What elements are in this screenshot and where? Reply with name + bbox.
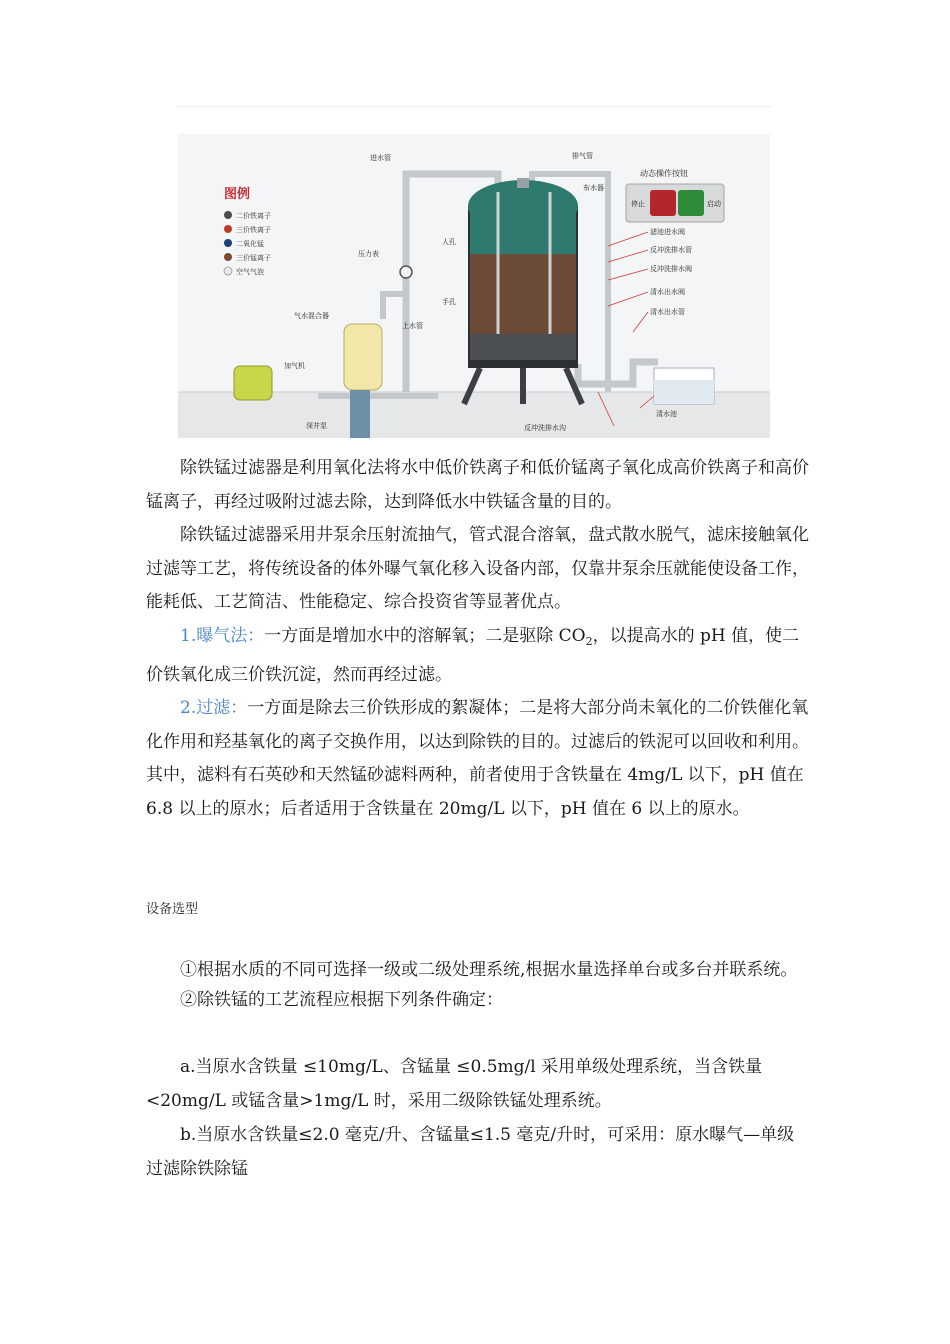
legend-item-2: 三价铁离子 (236, 226, 271, 234)
label-inlet-pipe: 进水管 (370, 154, 391, 162)
outlet-pipe-line (578, 362, 658, 384)
condition-b: b.当原水含铁量≤2.0 毫克/升、含锰量≤1.5 毫克/升时，可采用：原水曝气—单级过滤除铁除锰 (146, 1125, 795, 1179)
label-exhaust-pipe: 排气管 (572, 152, 593, 160)
label-distributor: 布水器 (583, 184, 604, 192)
stop-button (650, 190, 676, 216)
legend-item-1: 二价铁离子 (236, 212, 271, 220)
section-title: 设备选型 (146, 902, 199, 917)
label-backwash-drain-pipe: 反冲洗排水管 (650, 246, 692, 254)
aeration-heading: 1.曝气法： (180, 625, 265, 646)
paragraph-4 (146, 692, 810, 826)
well-pump-body (350, 390, 370, 438)
selection-item-1: ①根据水质的不同可选择一级或二级处理系统,根据水量选择单台或多台并联系统。 (180, 960, 798, 980)
panel-title: 动态操作按钮 (640, 169, 688, 178)
selection-conditions (146, 1050, 810, 1186)
paragraph-2: 除铁锰过滤器采用井泵余压射流抽气，管式混合溶氧，盘式散水脱气，滤床接触氧化过滤等工艺，将传统设备的体外曝气氧化移入设备内部，仅靠井泵余压就能使设备工作，能耗低、工艺简洁、性能稳定、综合投资省等显著优点。 (146, 525, 809, 613)
legend-item-4: 三价锰离子 (236, 254, 271, 262)
aeration-text-a: 一方面是增加水中的溶解氧；二是驱除 CO (264, 625, 586, 646)
selection-list (146, 958, 810, 1012)
paragraph-1: 除铁锰过滤器是利用氧化法将水中低价铁离子和低价锰离子氧化成高价铁离子和高价锰离子，再经过吸附过滤去除，达到降低水中铁锰含量的目的。 (146, 458, 809, 512)
mixer-tank (344, 324, 382, 390)
legend-dot-2 (224, 225, 232, 233)
label-backwash-ditch: 反冲洗排水沟 (524, 424, 566, 432)
co2-subscript: 2 (585, 634, 593, 648)
stop-label: 停止 (631, 200, 645, 208)
label-filter-inlet-valve: 滤池进水阀 (650, 228, 685, 236)
label-manhole-side: 手孔 (442, 298, 456, 306)
legend-dot-3 (224, 239, 232, 247)
legend-dot-1 (224, 211, 232, 219)
legend-item-5: 空气气泡 (236, 268, 264, 276)
filter-diagram (178, 134, 770, 438)
selection-item-2: ②除铁锰的工艺流程应根据下列条件确定： (180, 990, 503, 1010)
filtration-heading: 2.过滤： (180, 698, 248, 719)
top-rule (178, 106, 772, 107)
filter-diagram-svg (178, 134, 770, 438)
label-well-pump: 深井泵 (306, 422, 327, 430)
label-manhole-top: 人孔 (442, 238, 456, 246)
legend-item-3: 二氧化锰 (236, 240, 264, 248)
legend-title: 图例 (224, 187, 251, 202)
pressure-gauge-icon (400, 266, 412, 278)
legend-dot-5 (224, 267, 232, 275)
main-text (146, 452, 810, 827)
label-clean-outlet-pipe: 清水出水管 (650, 308, 685, 316)
label-upflow-pipe: 上水管 (402, 322, 423, 330)
start-label: 启动 (707, 200, 721, 208)
label-clean-pool: 清水池 (656, 410, 677, 418)
label-mixer: 气水混合器 (294, 312, 329, 320)
label-backwash-drain-valve: 反冲洗排水阀 (650, 265, 692, 273)
paragraph-3 (146, 620, 810, 692)
filter-media (470, 254, 576, 334)
label-pressure-gauge: 压力表 (358, 250, 379, 258)
aeration-text-b: ，以提高水的 pH 值，使二价铁氧化成三价铁沉淀，然而再经过滤。 (146, 625, 800, 685)
label-compressor: 加气机 (284, 362, 305, 370)
legend-dot-4 (224, 253, 232, 261)
filtration-text: 一方面是除去三价铁形成的絮凝体；二是将大部分尚未氧化的二价铁催化氧化作用和羟基氧化的离子交换作用，以达到除铁的目的。过滤后的铁泥可以回收和利用。其中，滤料有石英砂和天然锰砂滤料两种，前者使用于含铁量在 4mg/L 以下，pH 值在 6.8 以上的原水；后者适用于含铁量在 20mg/L 以下，pH 值在 6 以上的原水。 (146, 698, 809, 819)
compressor (234, 366, 272, 400)
label-clean-outlet-valve: 清水出水阀 (650, 288, 685, 296)
condition-a: a.当原水含铁量 ≤10mg/L、含锰量 ≤0.5mg/l 采用单级处理系统，当含铁量 <20mg/L 或锰含量>1mg/L 时，采用二级除铁锰处理系统。 (146, 1057, 763, 1111)
start-button (678, 190, 704, 216)
